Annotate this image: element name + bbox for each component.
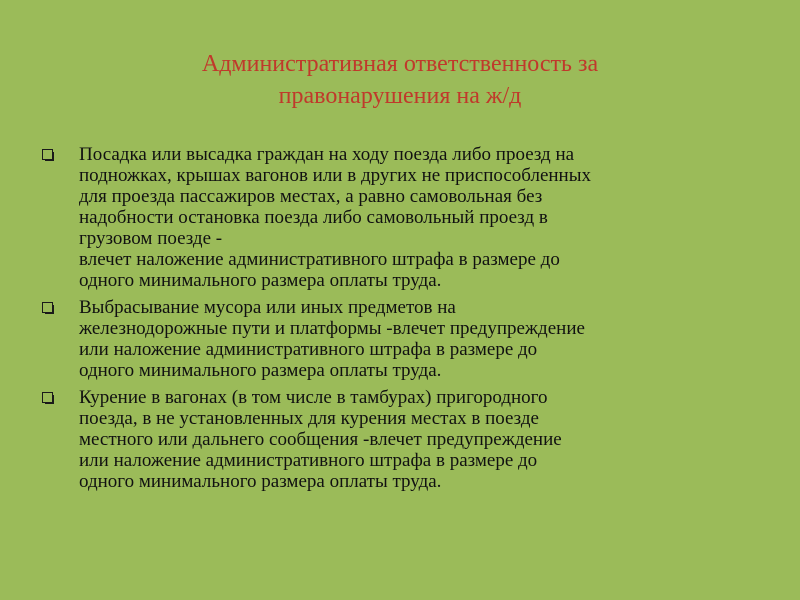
bullet-line: местного или дальнего сообщения -влечет предупреждение	[79, 429, 562, 450]
bullet-line: грузовом поезде -	[79, 228, 223, 249]
bullet-line: одного минимального размера оплаты труда.	[79, 471, 442, 492]
checkbox-icon	[42, 302, 53, 313]
bullet-line: или наложение административного штрафа в размере до	[79, 450, 538, 471]
bullet-line: для проезда пассажиров местах, а равно самовольная без	[79, 186, 543, 207]
bullet-item-smoking	[40, 387, 760, 492]
slide-title	[60, 48, 740, 112]
checkbox-icon	[42, 392, 53, 403]
bullet-line: подножках, крышах вагонов или в других не приспособленных	[79, 165, 591, 186]
bullet-line: железнодорожные пути и платформы -влечет предупреждение	[79, 318, 585, 339]
checkbox-icon	[42, 149, 53, 160]
bullet-item-littering	[40, 297, 760, 381]
bullet-item-boarding	[40, 144, 760, 291]
slide-title-line-2: правонарушения на ж/д	[278, 83, 522, 109]
slide-title-line-1: Административная ответственность за	[201, 51, 599, 77]
bullet-line: Выбрасывание мусора или иных предметов на	[79, 297, 456, 318]
bullet-line: поезда, в не установленных для курения местах в поезде	[79, 408, 539, 429]
bullet-list	[40, 144, 760, 498]
bullet-line: влечет наложение административного штрафа в размере до	[79, 249, 560, 270]
bullet-line: Курение в вагонах (в том числе в тамбурах) пригородного	[79, 387, 548, 408]
bullet-line: Посадка или высадка граждан на ходу поезда либо проезд на	[79, 144, 575, 165]
bullet-line: надобности остановка поезда либо самовольный проезд в	[79, 207, 548, 228]
bullet-line: одного минимального размера оплаты труда.	[79, 360, 442, 381]
bullet-line: одного минимального размера оплаты труда.	[79, 270, 442, 291]
bullet-line: или наложение административного штрафа в размере до	[79, 339, 538, 360]
